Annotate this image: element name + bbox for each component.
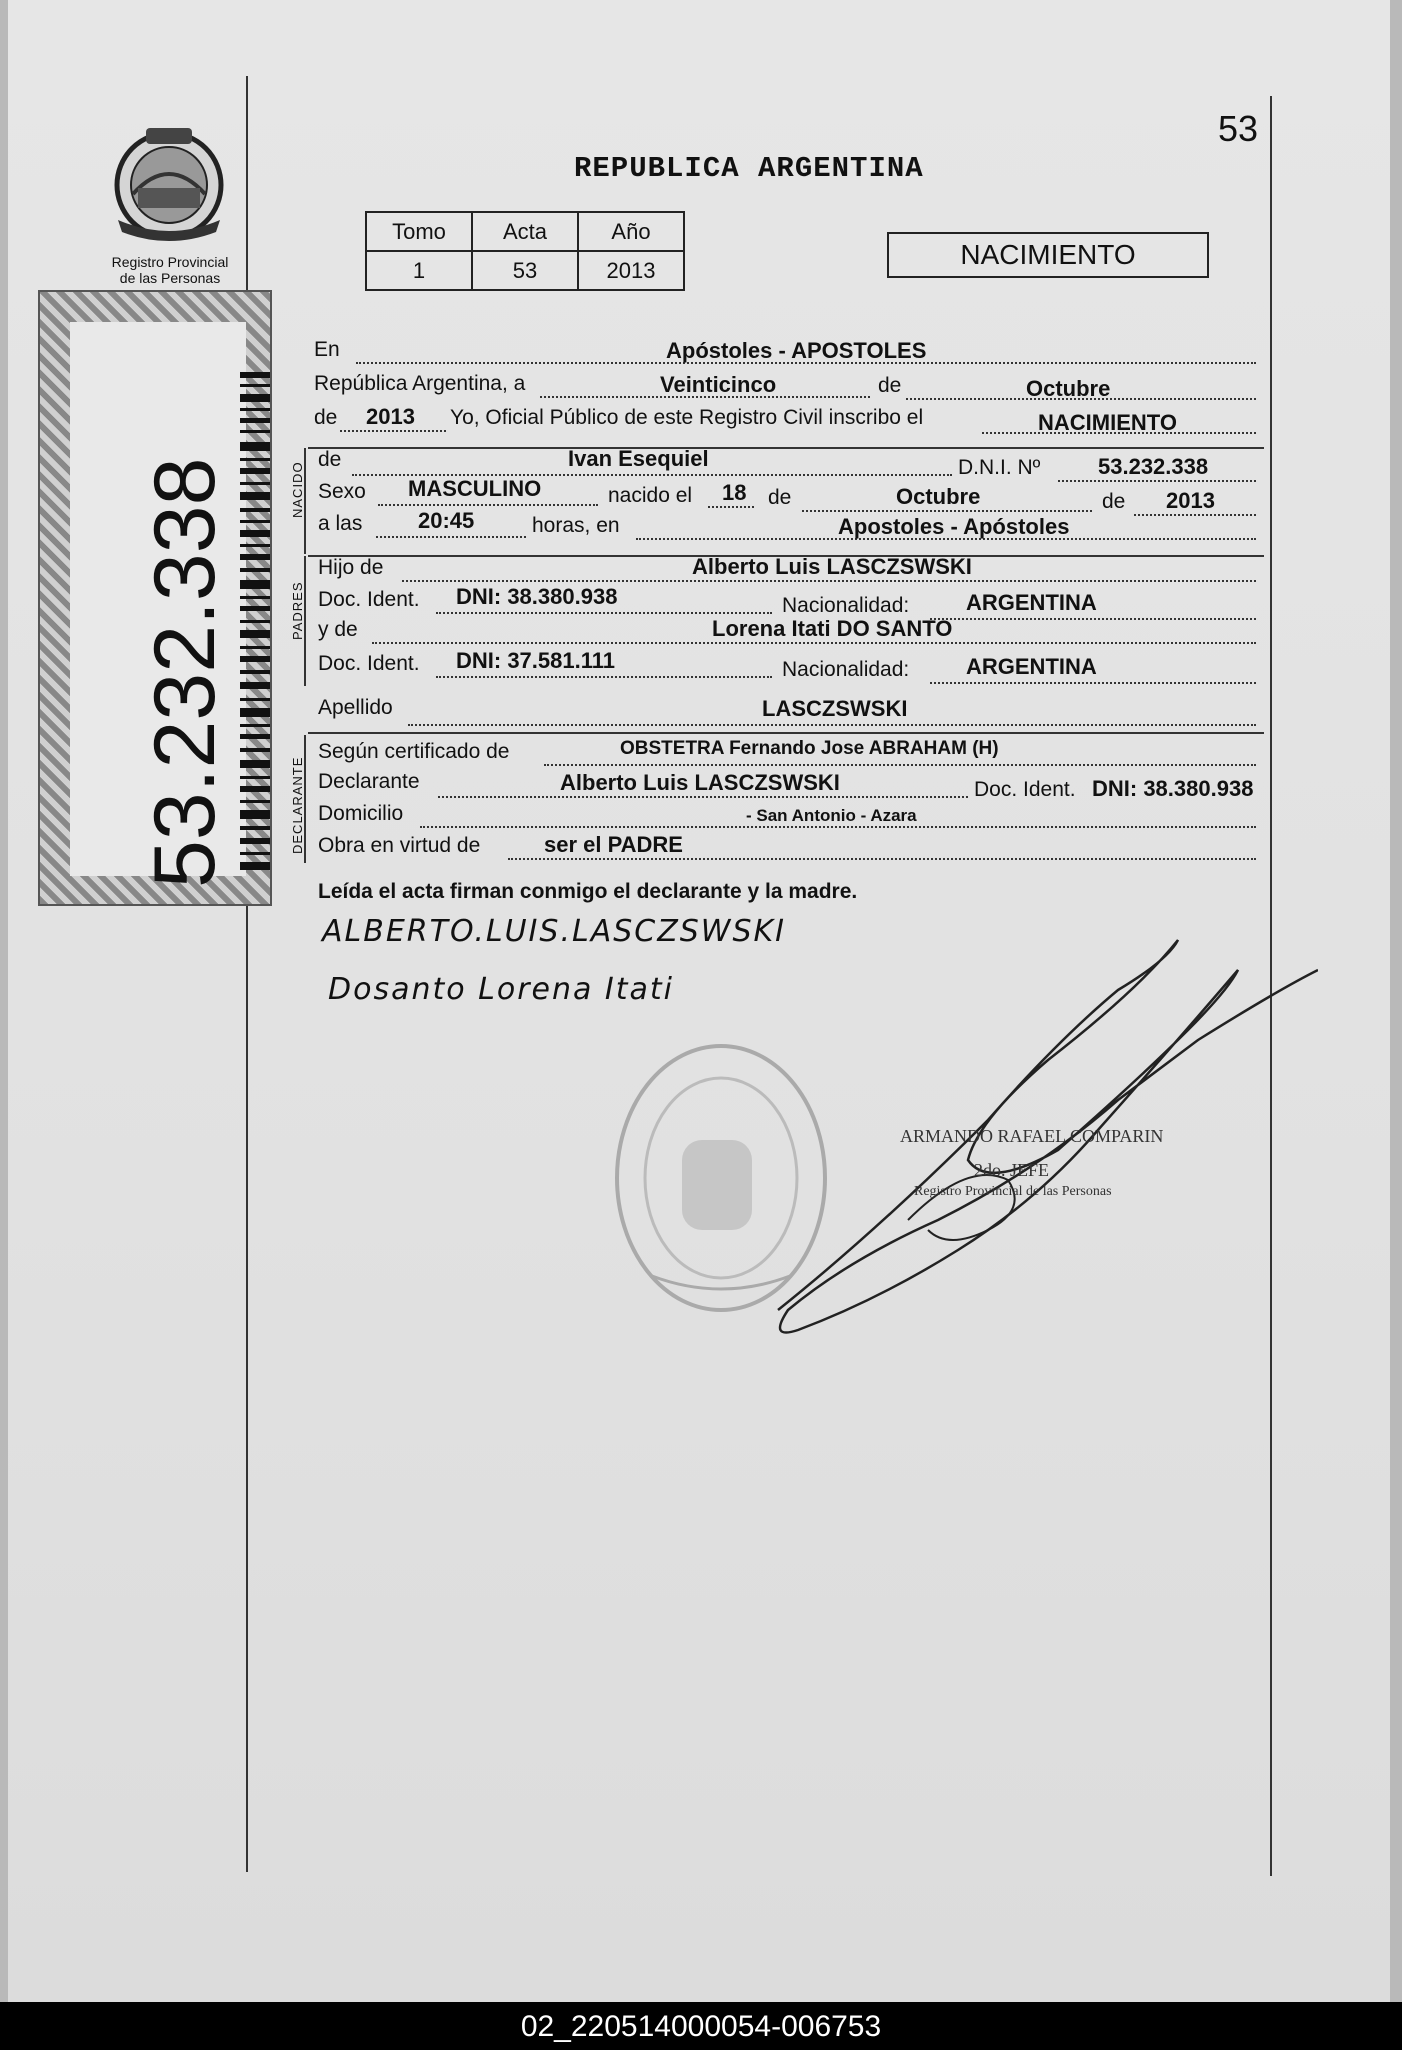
label-nacionalidad-2: Nacionalidad: <box>782 658 910 681</box>
page-number: 53 <box>1218 108 1259 149</box>
label-nacionalidad-1: Nacionalidad: <box>782 594 910 617</box>
label-sexo: Sexo <box>318 480 366 503</box>
label-domicilio: Domicilio <box>318 802 404 825</box>
label-a-las: a las <box>318 512 363 535</box>
value-domicilio: - San Antonio - Azara <box>746 806 917 825</box>
document-type-box: NACIMIENTO <box>887 232 1209 278</box>
dotted-line <box>436 676 772 678</box>
dotted-line <box>1134 514 1256 516</box>
value-declarante-doc: DNI: 38.380.938 <box>1092 776 1254 801</box>
label-nacido-el: nacido el <box>608 484 693 507</box>
value-padre: Alberto Luis LASCZSWSKI <box>692 554 972 579</box>
section-label-padres: PADRES <box>290 581 305 640</box>
barcode-icon <box>240 372 270 872</box>
dotted-line <box>708 506 754 508</box>
label-obra-en-virtud: Obra en virtud de <box>318 834 481 857</box>
signatory-office: Registro Provincial de las Personas <box>914 1184 1112 1199</box>
label-declarante: Declarante <box>318 770 420 793</box>
header-anio: Año <box>578 212 684 251</box>
dotted-line <box>1058 480 1256 482</box>
header-tomo: Tomo <box>366 212 472 251</box>
label-de-year2: de <box>1102 490 1126 513</box>
value-acto: NACIMIENTO <box>1038 410 1177 435</box>
value-tomo: 1 <box>366 251 472 290</box>
label-apellido: Apellido <box>318 696 393 719</box>
label-dni: D.N.I. Nº <box>958 456 1041 479</box>
label-hijo-de: Hijo de <box>318 556 384 579</box>
label-en: En <box>314 338 340 361</box>
value-declarante: Alberto Luis LASCZSWSKI <box>560 770 840 795</box>
value-certificado: OBSTETRA Fernando Jose ABRAHAM (H) <box>620 738 999 759</box>
value-lugar: Apóstoles - APOSTOLES <box>666 338 927 363</box>
value-madre: Lorena Itati DO SANTO <box>712 616 953 641</box>
label-republica: República Argentina, a <box>314 372 526 395</box>
label-de-year: de <box>314 406 338 429</box>
signatory-role: 2do. JEFE <box>974 1160 1050 1180</box>
value-padre-nacionalidad: ARGENTINA <box>966 590 1097 615</box>
security-label-inner <box>70 322 246 888</box>
document-title: REPUBLICA ARGENTINA <box>574 152 924 185</box>
dotted-line <box>420 826 1256 828</box>
value-madre-doc: DNI: 37.581.111 <box>456 648 616 673</box>
dotted-line <box>436 612 772 614</box>
scan-footer <box>0 2002 1402 2050</box>
dotted-line <box>508 858 1256 860</box>
document-page <box>8 0 1390 2002</box>
value-obra-virtud: ser el PADRE <box>544 832 683 857</box>
dotted-line <box>408 724 1256 726</box>
dotted-line <box>544 764 1256 766</box>
dotted-line <box>438 796 968 798</box>
closing-statement: Leída el acta firman conmigo el declarante y la madre. <box>318 880 858 903</box>
dni-label-number: 53.232.338 <box>137 457 233 888</box>
dotted-line <box>802 510 1092 512</box>
value-dni: 53.232.338 <box>1098 454 1209 479</box>
section-label-nacido: NACIDO <box>290 461 305 518</box>
value-dia-nacimiento: 18 <box>722 480 747 505</box>
label-de: de <box>878 374 902 397</box>
dotted-line <box>376 536 526 538</box>
value-anio-inscripcion: 2013 <box>366 404 415 429</box>
value-lugar-nacimiento: Apostoles - Apóstoles <box>838 514 1070 539</box>
dotted-line <box>340 430 446 432</box>
label-de-name: de <box>318 448 342 471</box>
record-table <box>365 211 685 291</box>
value-acta: 53 <box>472 251 578 290</box>
header-acta: Acta <box>472 212 578 251</box>
dotted-line <box>402 580 1256 582</box>
province-seal-logo <box>108 124 230 246</box>
dotted-line <box>930 682 1256 684</box>
label-y-de: y de <box>318 618 358 641</box>
value-sexo: MASCULINO <box>408 476 542 501</box>
section-divider <box>308 732 1264 734</box>
dotted-line <box>378 504 598 506</box>
dotted-line <box>372 642 1256 644</box>
label-doc-ident-3: Doc. Ident. <box>974 778 1076 801</box>
section-divider <box>308 447 1264 449</box>
handwritten-mother-name: Dosanto Lorena Itati <box>328 972 675 1007</box>
signatory-name: ARMANDO RAFAEL COMPARIN <box>900 1126 1164 1146</box>
security-label <box>38 290 272 906</box>
value-apellido: LASCZSWSKI <box>762 696 908 721</box>
label-segun-certificado: Según certificado de <box>318 740 510 763</box>
label-de-month: de <box>768 486 792 509</box>
dotted-line <box>930 618 1256 620</box>
registry-caption: Registro Provincial de las Personas <box>111 254 229 286</box>
label-horas-en: horas, en <box>532 514 620 537</box>
value-nombre: Ivan Esequiel <box>568 446 709 471</box>
handwritten-declarant-name: ALBERTO.LUIS.LASCZSWSKI <box>322 914 787 949</box>
value-hora: 20:45 <box>418 508 475 533</box>
value-dia-inscripcion: Veinticinco <box>660 372 777 397</box>
label-doc-ident-1: Doc. Ident. <box>318 588 420 611</box>
value-padre-doc: DNI: 38.380.938 <box>456 584 618 609</box>
value-anio-nacimiento: 2013 <box>1166 488 1215 513</box>
value-mes-inscripcion: Octubre <box>1026 376 1111 401</box>
value-madre-nacionalidad: ARGENTINA <box>966 654 1097 679</box>
label-doc-ident-2: Doc. Ident. <box>318 652 420 675</box>
scan-id: 02_220514000054-006753 <box>520 2010 882 2043</box>
section-label-declarante: DECLARANTE <box>290 756 305 854</box>
label-oficial: Yo, Oficial Público de este Registro Civil inscribo el <box>450 406 924 429</box>
value-mes-nacimiento: Octubre <box>896 484 981 509</box>
value-anio: 2013 <box>578 251 684 290</box>
